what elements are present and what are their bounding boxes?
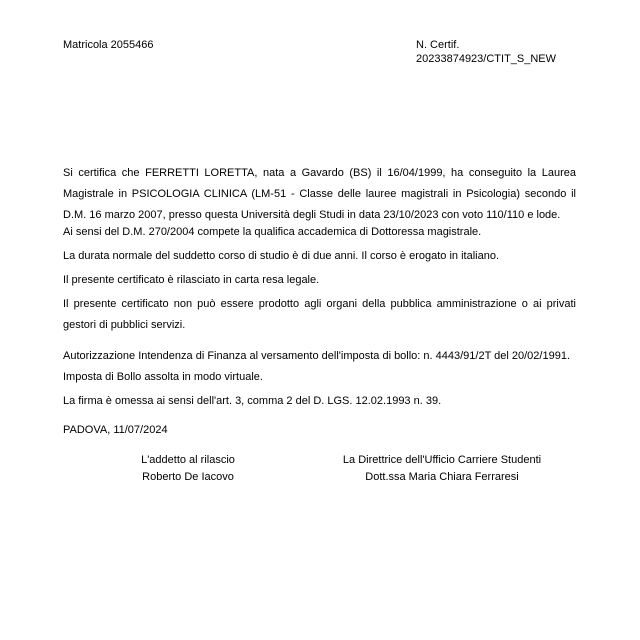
director-name: Dott.ssa Maria Chiara Ferraresi (365, 471, 519, 483)
virtual-stamp-duty-note: Imposta di Bollo assolta in modo virtuale. (63, 371, 263, 383)
stamp-duty-authorization: Autorizzazione Intendenza di Finanza al versamento dell'imposta di bollo: n. 4443/91/2T del 20/02/1991. (63, 350, 571, 362)
academic-qualification-statement: Ai sensi del D.M. 270/2004 compete la qualifica accademica di Dottoressa magistrale. (63, 226, 482, 238)
matricola-number: Matricola 2055466 (63, 39, 154, 51)
course-duration-statement: La durata normale del suddetto corso di studio è di due anni. Il corso è erogato in italiano. (63, 250, 499, 262)
usage-restriction-statement: Il presente certificato non può essere prodotto agli organi della pubblica amministrazione o ai privati gestori di pubblici servizi. (63, 298, 576, 331)
issuer-name: Roberto De Iacovo (142, 471, 234, 483)
place-and-date: PADOVA, 11/07/2024 (63, 424, 168, 436)
director-signature-block (330, 452, 554, 486)
certificate-number: 20233874923/CTIT_S_NEW (416, 53, 557, 65)
director-role: La Direttrice dell'Ufficio Carriere Studenti (342, 454, 542, 466)
issuer-role: L'addetto al rilascio (141, 454, 235, 466)
legal-paper-statement: Il presente certificato è rilasciato in carta resa legale. (63, 274, 320, 286)
certificate-number-label: N. Certif. (416, 39, 460, 51)
omitted-signature-note: La firma è omessa ai sensi dell'art. 3, comma 2 del D. LGS. 12.02.1993 n. 39. (63, 395, 442, 407)
certification-statement: Si certifica che FERRETTI LORETTA, nata a Gavardo (BS) il 16/04/1999, ha conseguito la Laurea Magistrale in PSICOLOGIA CLINICA (LM-51 - Classe delle lauree magistrali in Psicologia) secondo il D.M. 16 marzo 2007, presso questa Università degli Studi in data 23/10/2023 con voto 110/110 e lode. (63, 167, 576, 221)
issuer-signature-block (128, 452, 248, 486)
certificate-number-block (416, 38, 556, 66)
